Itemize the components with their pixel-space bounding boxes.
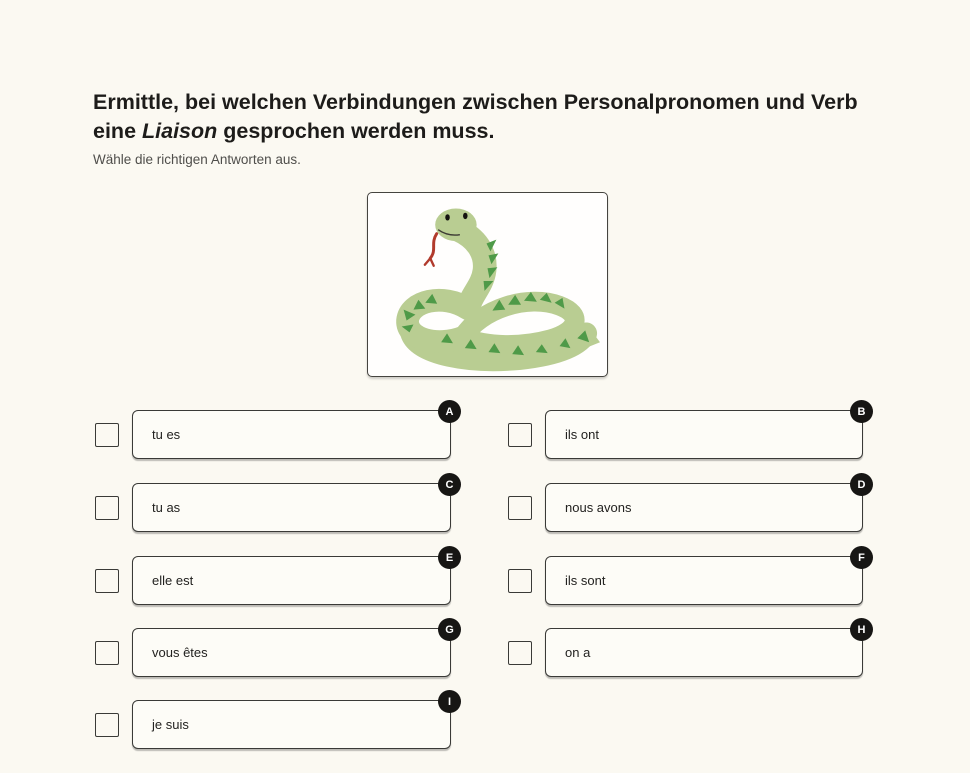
answer-box-h[interactable]: [545, 623, 866, 677]
answer-box-b[interactable]: [545, 405, 866, 459]
answer-box-i[interactable]: [132, 695, 452, 749]
answer-option-g: [95, 623, 454, 677]
answer-label: tu as: [152, 500, 181, 515]
answer-option-c: [95, 478, 454, 532]
answer-option-a: [95, 405, 454, 459]
answer-box-d[interactable]: [545, 478, 866, 532]
option-letter-badge: F: [850, 546, 873, 569]
answer-label: elle est: [152, 573, 194, 588]
instruction-text: Wähle die richtigen Antworten aus.: [93, 152, 301, 167]
answer-checkbox-h[interactable]: [508, 641, 532, 665]
option-letter-badge: B: [850, 400, 873, 423]
answer-option-e: [95, 551, 454, 605]
illustration-panel: [367, 192, 608, 377]
answer-option-f: [508, 551, 865, 605]
answer-checkbox-d[interactable]: [508, 496, 532, 520]
answer-label: nous avons: [565, 500, 632, 515]
option-letter-badge: H: [850, 618, 873, 641]
option-letter-badge: I: [438, 690, 461, 713]
answer-label: on a: [565, 645, 591, 660]
answer-checkbox-f[interactable]: [508, 569, 532, 593]
answer-checkbox-b[interactable]: [508, 423, 532, 447]
answer-box-c[interactable]: [132, 478, 454, 532]
answer-checkbox-e[interactable]: [95, 569, 119, 593]
title-text-2: gesprochen werden muss.: [217, 119, 495, 143]
answer-box-e[interactable]: [132, 551, 454, 605]
answer-label: ils sont: [565, 573, 606, 588]
answer-checkbox-c[interactable]: [95, 496, 119, 520]
title-text-1: Ermittle, bei welchen Verbindungen zwischen Personalpronomen und Verb eine: [93, 90, 858, 143]
answer-checkbox-g[interactable]: [95, 641, 119, 665]
snake-illustration: [368, 193, 607, 376]
title-italic-word: Liaison: [142, 119, 218, 143]
answer-checkbox-a[interactable]: [95, 423, 119, 447]
option-letter-badge: C: [438, 473, 461, 496]
answer-option-h: [508, 623, 866, 677]
option-letter-badge: E: [438, 546, 461, 569]
answer-box-a[interactable]: [132, 405, 454, 459]
answer-label: ils ont: [565, 427, 599, 442]
option-letter-badge: A: [438, 400, 461, 423]
answer-label: je suis: [152, 717, 189, 732]
answer-box-g[interactable]: [132, 623, 454, 677]
option-letter-badge: D: [850, 473, 873, 496]
question-title: [93, 88, 893, 146]
answer-label: vous êtes: [152, 645, 208, 660]
answer-box-f[interactable]: [545, 551, 865, 605]
answer-option-b: [508, 405, 866, 459]
option-letter-badge: G: [438, 618, 461, 641]
answer-label: tu es: [152, 427, 181, 442]
answer-option-i: [95, 695, 452, 749]
answer-checkbox-i[interactable]: [95, 713, 119, 737]
answer-option-d: [508, 478, 866, 532]
